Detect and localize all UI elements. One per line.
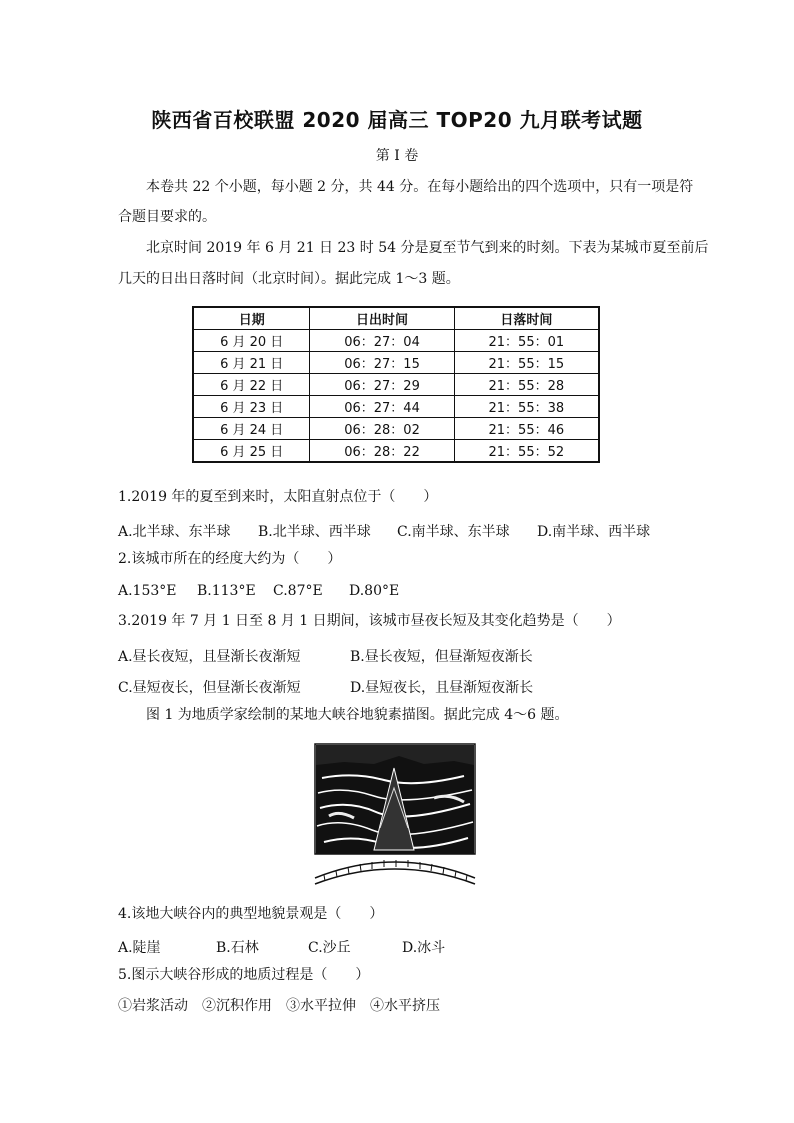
cell-sunset: 21：55：46 [454,418,599,440]
context-line-1: 北京时间 2019 年 6 月 21 日 23 时 54 分是夏至节气到来的时刻。下表为某城市夏至前后 [146,240,709,256]
table-row [193,330,599,352]
question-5-stem: 5.图示大峡谷形成的地质过程是（ ） [118,967,370,983]
q5-items: ①岩浆活动 ②沉积作用 ③水平拉伸 ④水平挤压 [118,998,440,1014]
cell-sunset: 21：55：28 [454,374,599,396]
cell-date: 6 月 24 日 [193,418,310,440]
cell-date: 6 月 25 日 [193,440,310,463]
cell-date: 6 月 23 日 [193,396,310,418]
table-row [193,396,599,418]
q3-option-c: C.昼短夜长，但昼渐长夜渐短 [118,680,301,696]
q4-option-a: A.陡崖 [118,940,161,956]
sunrise-sunset-table [192,306,600,463]
cell-sunset: 21：55：01 [454,330,599,352]
context-line-2: 几天的日出日落时间（北京时间）。据此完成 1～3 题。 [118,271,460,287]
cell-sunrise: 06：28：22 [310,440,454,463]
col-header-sunset: 日落时间 [454,307,599,330]
table-row [193,440,599,463]
q3-option-a: A.昼长夜短，且昼渐长夜渐短 [118,649,301,665]
cell-sunset: 21：55：52 [454,440,599,463]
context2-line-1: 图 1 为地质学家绘制的某地大峡谷地貌素描图。据此完成 4～6 题。 [146,707,569,723]
question-1-stem: 1.2019 年的夏至到来时，太阳直射点位于（ ） [118,489,438,505]
q2-option-d: D.80°E [349,583,400,599]
volume-label: 第 I 卷 [375,148,419,164]
q4-option-b: B.石林 [216,940,259,956]
col-header-sunrise: 日出时间 [310,307,454,330]
q2-option-a: A.153°E [118,583,177,599]
q1-option-c: C.南半球、东半球 [397,524,510,540]
cell-sunset: 21：55：15 [454,352,599,374]
cell-sunrise: 06：27：15 [310,352,454,374]
col-header-date: 日期 [193,307,310,330]
question-4-stem: 4.该地大峡谷内的典型地貌景观是（ ） [118,906,384,922]
question-3-stem: 3.2019 年 7 月 1 日至 8 月 1 日期间，该城市昼夜长短及其变化趋势是（ ） [118,613,621,629]
table-row [193,418,599,440]
q2-option-c: C.87°E [273,583,323,599]
q1-option-a: A.北半球、东半球 [118,524,231,540]
q4-option-d: D.冰斗 [402,940,446,956]
table-header-row [193,307,599,330]
cell-sunrise: 06：27：44 [310,396,454,418]
page-title: 陕西省百校联盟 2020 届高三 TOP20 九月联考试题 [151,108,643,132]
intro-line-2: 合题目要求的。 [118,209,216,225]
table-row [193,374,599,396]
table-row [193,352,599,374]
q1-option-d: D.南半球、西半球 [537,524,651,540]
q3-option-b: B.昼长夜短，但昼渐短夜渐长 [350,649,533,665]
cell-sunset: 21：55：38 [454,396,599,418]
cell-sunrise: 06：27：04 [310,330,454,352]
q2-option-b: B.113°E [197,583,256,599]
cell-date: 6 月 20 日 [193,330,310,352]
question-2-stem: 2.该城市所在的经度大约为（ ） [118,551,342,567]
cell-date: 6 月 22 日 [193,374,310,396]
q1-option-b: B.北半球、西半球 [258,524,371,540]
q4-option-c: C.沙丘 [308,940,351,956]
intro-line-1: 本卷共 22 个小题，每小题 2 分，共 44 分。在每小题给出的四个选项中，只有一项是符 [146,179,694,195]
cell-date: 6 月 21 日 [193,352,310,374]
cell-sunrise: 06：27：29 [310,374,454,396]
cell-sunrise: 06：28：02 [310,418,454,440]
q3-option-d: D.昼短夜长，且昼渐短夜渐长 [350,680,534,696]
canyon-sketch-image [314,738,476,886]
